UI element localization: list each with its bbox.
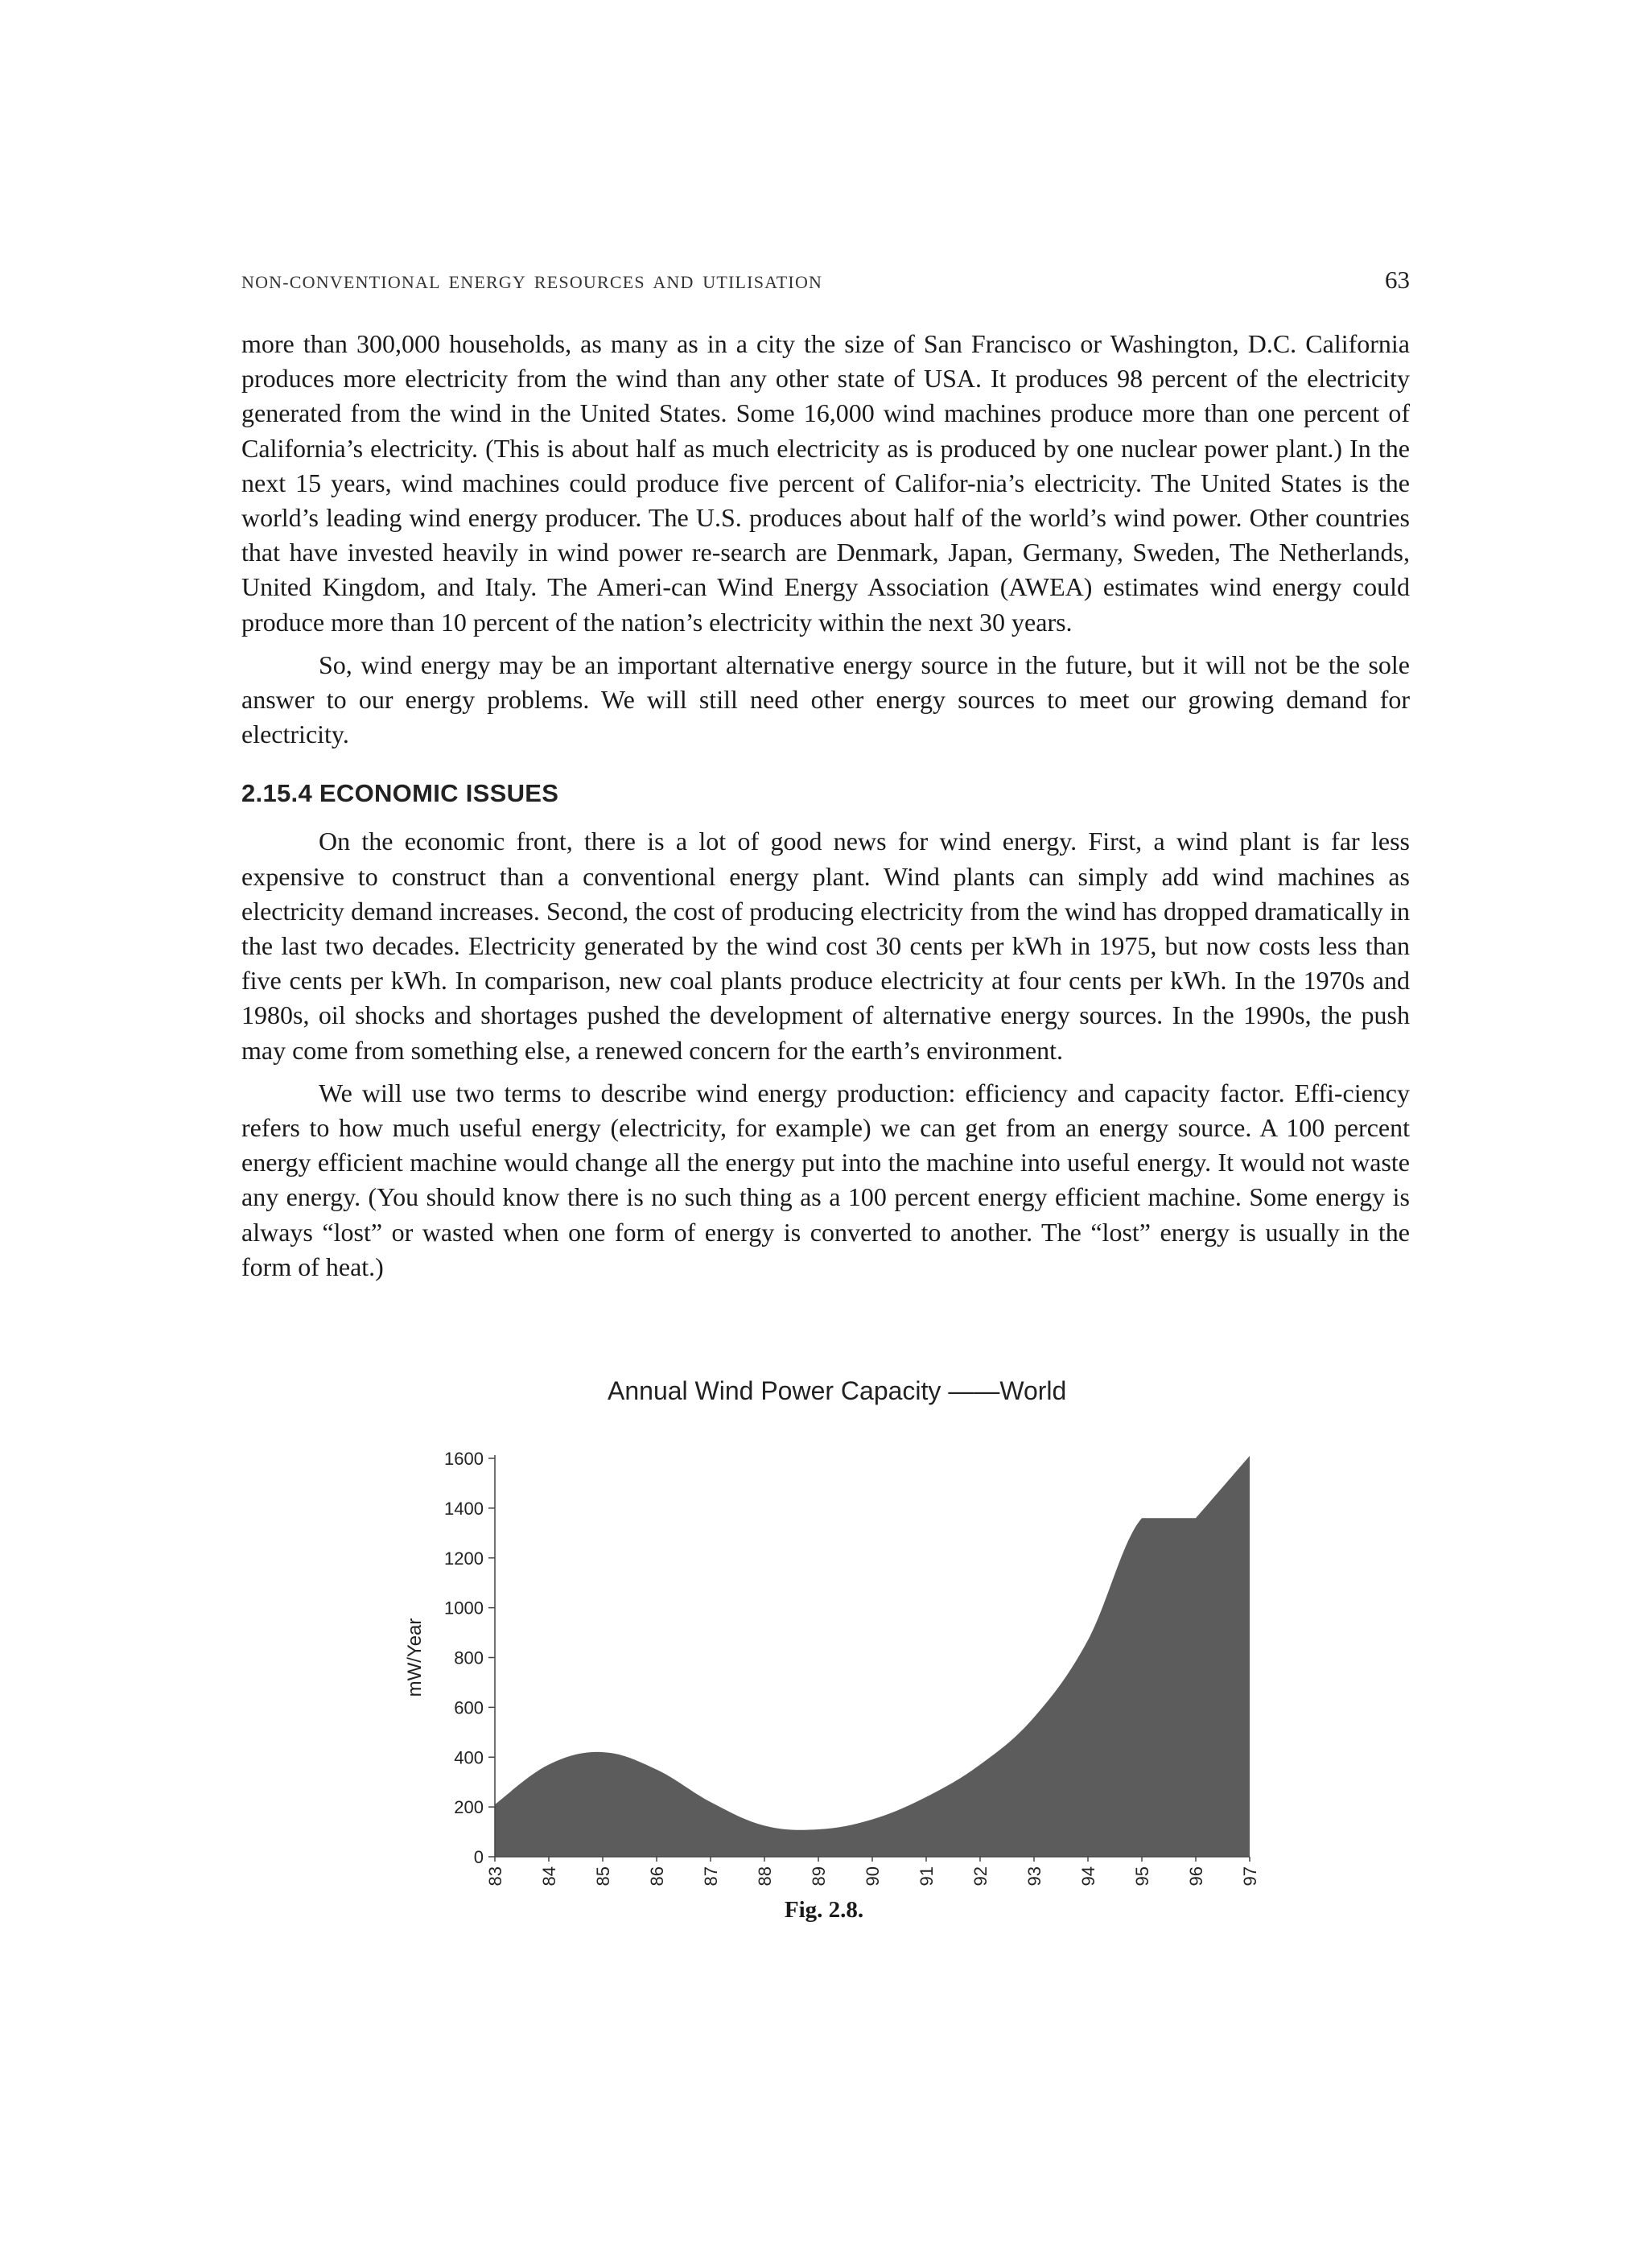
- x-tick-label: 89: [809, 1866, 829, 1887]
- x-tick-label: 86: [647, 1866, 667, 1887]
- x-tick-label: 90: [863, 1866, 883, 1887]
- x-tick-label: 93: [1024, 1866, 1044, 1887]
- y-tick-label: 600: [454, 1697, 484, 1718]
- series-area: [495, 1456, 1250, 1857]
- x-tick-label: 96: [1186, 1866, 1206, 1887]
- x-tick-label: 95: [1132, 1866, 1152, 1887]
- y-tick-label: 1000: [444, 1598, 484, 1619]
- y-tick-label: 1200: [444, 1548, 484, 1569]
- chart-title: Annual Wind Power Capacity ——World: [608, 1376, 1067, 1405]
- y-tick-label: 200: [454, 1797, 484, 1818]
- x-tick-label: 92: [970, 1866, 991, 1887]
- section-heading: 2.15.4 ECONOMIC ISSUES: [241, 779, 559, 808]
- y-tick-label: 1600: [444, 1449, 484, 1469]
- paragraph: more than 300,000 households, as many as in a city the size of San Francisco or Washington, D.C. California produces more electricity from the wind than any other state of USA. It produces 98 percent of the electricity generated from the wind in the United States. Some 16,000 wind machines produce more than one percent of California’s electricity. (This is about half as much electricity as is produced by one nuclear power plant.) In the next 15 years, wind machines could produce five percent of Califor-nia’s electricity. The United States is the world’s leading wind energy producer. The U.S. produces about half of the world’s wind power. Other countries that have invested heavily in wind power re-search are Denmark, Japan, Germany, Sweden, The Netherlands, United Kingdom, and Italy. The Ameri-can Wind Energy Association (AWEA) estimates wind energy could produce more than 10 percent of the nation’s electricity within the next 30 years.: [241, 329, 1410, 637]
- x-tick-label: 87: [701, 1866, 721, 1887]
- paragraph: So, wind energy may be an important alternative energy source in the future, but it will not be the sole answer to our energy problems. We will still need other energy sources to meet our growing demand for electricity.: [241, 649, 1410, 749]
- y-tick-label: 1400: [444, 1498, 484, 1519]
- x-tick-label: 88: [755, 1866, 775, 1887]
- x-tick-label: 85: [593, 1866, 613, 1887]
- y-tick-label: 800: [454, 1647, 484, 1668]
- figure-caption: Fig. 2.8.: [784, 1897, 864, 1923]
- x-tick-label: 91: [917, 1866, 937, 1887]
- paragraph: We will use two terms to describe wind energy production: efficiency and capacity factor. Effi-ciency refers to how much useful energy (electricity, for example) we can get from an energy source. A 100 percent energy efficient machine would change all the energy put into the machine into useful energy. It would not waste any energy. (You should know there is no such thing as a 100 percent energy efficient machine. Some energy is always “lost” or wasted when one form of energy is converted to another. The “lost” energy is usually in the form of heat.): [241, 1078, 1410, 1281]
- x-tick-label: 94: [1078, 1866, 1098, 1887]
- running-title: NON-CONVENTIONAL ENERGY RESOURCES AND UTILISATION: [241, 272, 823, 292]
- y-tick-label: 0: [473, 1847, 484, 1867]
- running-header: [241, 266, 1410, 295]
- page-number: 63: [1385, 266, 1410, 294]
- y-tick-label: 400: [454, 1747, 484, 1768]
- x-tick-label: 84: [539, 1866, 559, 1887]
- wind-capacity-chart: [378, 1416, 1304, 1899]
- x-tick-label: 83: [485, 1866, 505, 1887]
- paragraph: On the economic front, there is a lot of good news for wind energy. First, a wind plant is far less expensive to construct than a conventional energy plant. Wind plants can simply add wind machines as electricity demand increases. Second, the cost of producing electricity from the wind has dropped dramatically in the last two decades. Electricity generated by the wind cost 30 cents per kWh in 1975, but now costs less than five cents per kWh. In comparison, new coal plants produce electricity at four cents per kWh. In the 1970s and 1980s, oil shocks and shortages pushed the development of alternative energy sources. In the 1990s, the push may come from something else, a renewed concern for the earth’s environment.: [241, 827, 1410, 1065]
- page-text: [241, 266, 1410, 1293]
- y-axis-label: mW/Year: [404, 1618, 426, 1697]
- x-tick-label: 97: [1240, 1866, 1260, 1887]
